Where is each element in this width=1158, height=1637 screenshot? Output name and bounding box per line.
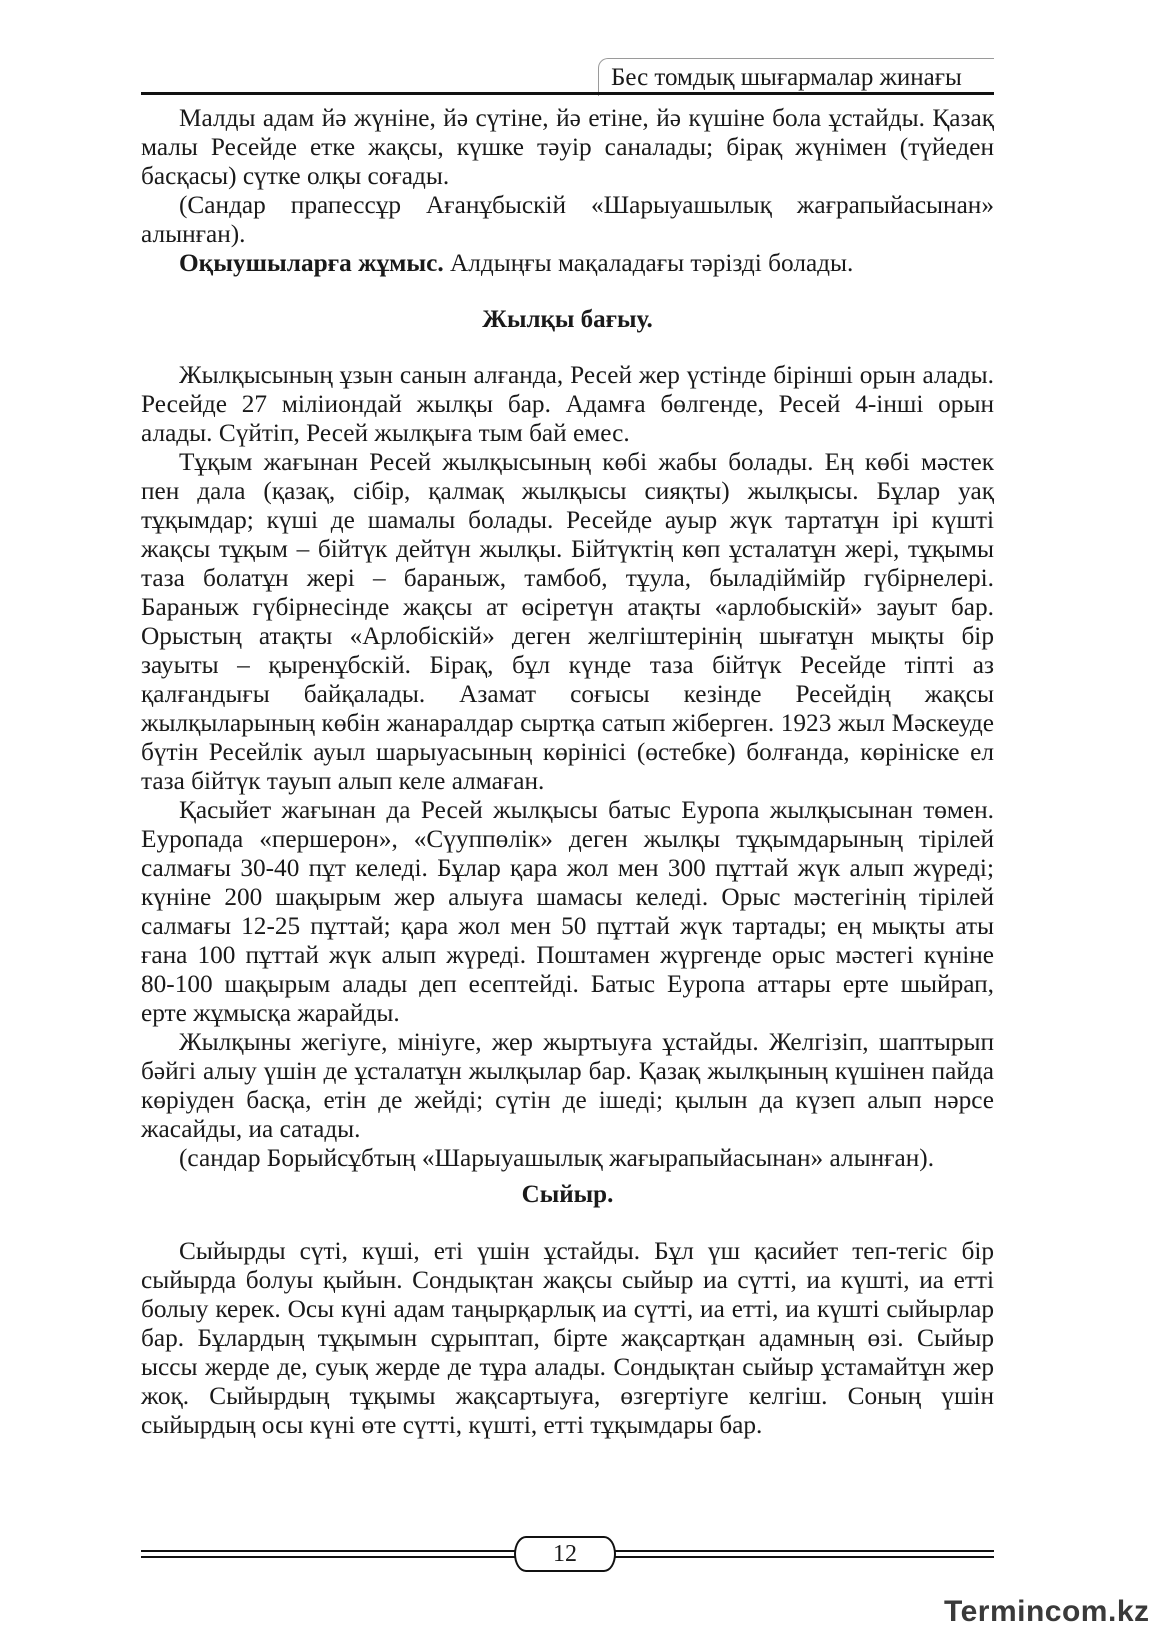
running-header: Бес томдық шығармалар жинағы <box>598 58 994 96</box>
horses-paragraph: Тұқым жағынан Ресей жылқысының көбі жабы болады. Ең көбі мәстек пен дала (қазақ, сібір, қалмақ жылқысы сияқты) жылқысы. Бұлар уақ тұқымдар; күші де шамалы болады. Ресейде ауыр жүк тартатұн ірі күшті жақсы тұқым – бійтүк дейтүн жылқы. Бійтүктің көп ұсталатұн жері, тұқымы таза болатұн жері – бараныж, тамбоб, тұула, быладіймійр гүбірнелері. Бараныж гүбірнесінде жақсы ат өсіретүн атақты «арлобыскій» зауыт бар. Орыстың атақты «Арлобіскій» деген желгіштерінің шығатұн мықты бір зауыты – қыренұбскій. Бірақ, бұл күнде таза бійтүк Ресейде тіпті аз қалғандығы байқалады. Азамат соғысы кезінде Ресейдің жақсы жылқыларының көбін жанаралдар сыртқа сатып жіберген. 1923 жыл Мәскеуде бүтін Ресейлік ауыл шарыуасының көрінісі (өстебке) болғанда, көрініске ел таза бійтүк тауып алып келе алмаған. <box>141 448 994 795</box>
footer-rule-left <box>141 1550 516 1552</box>
cows-section-body <box>141 1237 994 1440</box>
intro-paragraph-2: (Сандар прапессұр Ағанұбыскій «Шарыуашылық жағрапыйасынан» алынған). <box>141 191 994 248</box>
horses-paragraph: Қасыйет жағынан да Ресей жылқысы батыс Еуропа жылқысынан төмен. Еуропада «першерон», «Сүуппөлік» деген жылқы тұқымдарының тірілей салмағы 30-40 пұт келеді. Бұлар қара жол мен 300 пұттай жүк алып жүреді; күніне 200 шақырым жер алыуға шамасы келеді. Орыс мәстегінің тірілей салмағы 12-25 пұттай; қара жол мен 50 пұттай жүк тартады; ең мықты аты ғана 100 пұттай жүк алып жүреді. Поштамен жүргенде орыс мәстегі күніне 80-100 шақырым алады деп есептейді. Батыс Еуропа аттары ерте шыйрап, ерте жұмысқа жарайды. <box>141 796 994 1027</box>
footer-rule-right-2 <box>614 1556 994 1558</box>
page-number: 12 <box>514 1536 616 1572</box>
section-heading-horses: Жылқы бағыу. <box>482 306 653 333</box>
footer-rule-right <box>614 1550 994 1552</box>
task-paragraph <box>141 249 994 278</box>
task-label: Оқыушыларға жұмыс. <box>179 249 444 277</box>
task-text: Алдыңғы мақаладағы тәрізді болады. <box>443 249 854 277</box>
intro-paragraph-1: Малды адам йә жүніне, йә сүтіне, йә етіне, йә күшіне бола ұстайды. Қазақ малы Ресейде етке жақсы, күшке тәуір саналады; бірақ жүнімен (түйеден басқасы) сүтке олқы соғады. <box>141 104 994 190</box>
watermark-logo: Termincom.kz <box>944 1595 1150 1628</box>
horses-paragraph: Жылқыны жегіуге, мініуге, жер жыртыуға ұстайды. Желгізіп, шаптырып бәйгі алыу үшін де ұсталатұн жылқылар бар. Қазақ жылқының күшінен пайда көріуден басқа, етін де жейді; сүтін де ішеді; қылын да күзеп алып нәрсе жасайды, иа сатады. <box>141 1028 994 1143</box>
horses-source-note: (сандар Борыйсұбтың «Шарыуашылық жағырапыйасынан» алынған). <box>179 1144 935 1172</box>
footer-rule-left-2 <box>141 1556 516 1558</box>
cows-paragraph: Сыйырды сүті, күші, еті үшін ұстайды. Бұл үш қасийет теп-тегіс бір сыйырда болуы қыйын. Сондықтан жақсы сыйыр иа сүтті, иа күшті, иа етті болыу керек. Осы күні адам таңырқарлық иа сүтті, иа етті, иа күшті сыйырлар бар. Бұлардың тұқымын сұрыптап, бірте жақсартқан адамның өзі. Сыйыр ыссы жерде де, суық жерде де тұра алады. Сондықтан сыйыр ұстамайтұн жер жоқ. Сыйырдың тұқымы жақсартыуға, өзгертіуге келгіш. Соның үшін сыйырдың осы күні өте сүтті, күшті, етті тұқымдары бар. <box>141 1237 994 1439</box>
horses-paragraph: Жылқысының ұзын санын алғанда, Ресей жер үстінде бірінші орын алады. Ресейде 27 міліиондай жылқы бар. Адамға бөлгенде, Ресей 4-інші орын алады. Сүйтіп, Ресей жылқыға тым бай емес. <box>141 361 994 447</box>
section-heading-cows: Сыйыр. <box>521 1181 614 1208</box>
intro-block <box>141 104 994 278</box>
horses-section-body <box>141 361 994 1173</box>
header-rule <box>141 92 994 95</box>
